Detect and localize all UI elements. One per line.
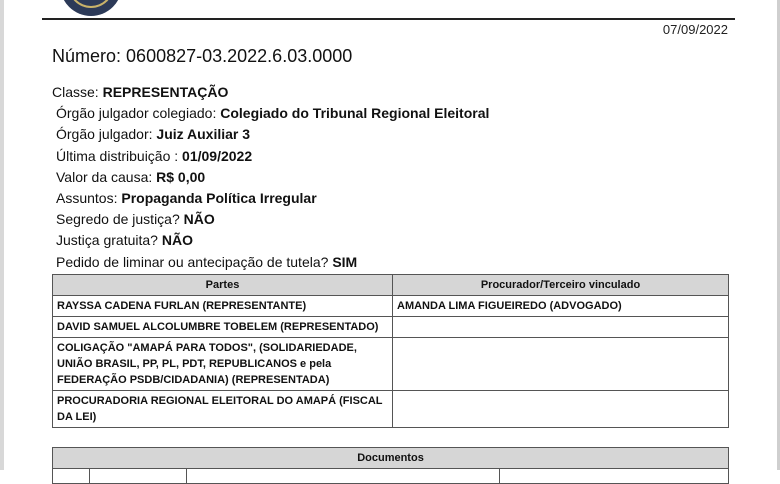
party-name: COLIGAÇÃO "AMAPÁ PARA TODOS", (SOLIDARIEDADE, UNIÃO BRASIL, PP, PL, PDT, REPUBLICANOS e pela FEDERAÇÃO PSDB/CIDADANIA) (REPRESENTADA) <box>53 338 393 391</box>
field-ultima-distribuicao <box>52 146 489 167</box>
header-procurador: Procurador/Terceiro vinculado <box>393 275 729 296</box>
field-value: Colegiado do Tribunal Regional Eleitoral <box>220 105 490 122</box>
field-value: Propaganda Política Irregular <box>121 190 317 207</box>
doc-cell <box>53 469 90 484</box>
field-label: Última distribuição : <box>56 147 183 164</box>
header-documentos: Documentos <box>53 448 729 469</box>
document-date: 07/09/2022 <box>662 22 728 37</box>
party-name: DAVID SAMUEL ALCOLUMBRE TOBELEM (REPRESENTADO) <box>53 317 393 338</box>
table-row <box>53 338 729 391</box>
party-attorney: AMANDA LIMA FIGUEIREDO (ADVOGADO) <box>393 296 729 317</box>
parties-table <box>52 274 729 428</box>
field-segredo-justica <box>52 209 489 230</box>
doc-cell <box>90 469 187 484</box>
court-seal-logo <box>60 0 122 16</box>
field-classe <box>52 82 489 103</box>
documents-table <box>52 447 729 484</box>
field-label: Justiça gratuita? <box>56 232 162 249</box>
parties-table-header <box>53 275 729 296</box>
party-attorney <box>393 391 729 428</box>
scan-edge-left <box>0 0 4 470</box>
table-row <box>53 469 729 484</box>
field-value: SIM <box>332 253 358 270</box>
field-label: Classe: <box>52 84 103 100</box>
party-attorney <box>393 338 729 391</box>
party-attorney <box>393 317 729 338</box>
field-value: Juiz Auxiliar 3 <box>156 126 251 143</box>
field-label: Valor da causa: <box>56 168 157 185</box>
doc-cell <box>500 469 729 484</box>
party-name: RAYSSA CADENA FURLAN (REPRESENTANTE) <box>53 296 393 317</box>
field-label: Segredo de justiça? <box>56 211 184 228</box>
field-value: NÃO <box>183 211 215 228</box>
table-row <box>53 317 729 338</box>
field-justica-gratuita <box>52 230 489 251</box>
process-number <box>52 46 352 67</box>
field-assuntos <box>52 188 489 209</box>
field-label: Órgão julgador colegiado: <box>56 105 221 122</box>
table-row <box>53 391 729 428</box>
header-partes: Partes <box>53 275 393 296</box>
process-number-label: Número: <box>52 46 122 66</box>
field-valor-causa <box>52 167 489 188</box>
process-fields <box>52 82 489 273</box>
field-value: REPRESENTAÇÃO <box>102 84 229 100</box>
field-label: Órgão julgador: <box>56 126 157 143</box>
doc-cell <box>187 469 500 484</box>
field-orgao-colegiado <box>52 103 489 124</box>
header-rule <box>42 18 735 20</box>
field-label: Pedido de liminar ou antecipação de tutela? <box>56 253 333 270</box>
seal-ring <box>68 0 114 8</box>
field-value: 01/09/2022 <box>182 147 253 164</box>
field-pedido-liminar <box>52 252 489 273</box>
documents-table-header <box>53 448 729 469</box>
process-number-value: 0600827-03.2022.6.03.0000 <box>126 46 353 66</box>
field-value: NÃO <box>161 232 193 249</box>
party-name: PROCURADORIA REGIONAL ELEITORAL DO AMAPÁ (FISCAL DA LEI) <box>53 391 393 428</box>
field-label: Assuntos: <box>56 190 122 207</box>
field-value: R$ 0,00 <box>156 168 206 185</box>
table-row <box>53 296 729 317</box>
field-orgao-julgador <box>52 124 489 145</box>
